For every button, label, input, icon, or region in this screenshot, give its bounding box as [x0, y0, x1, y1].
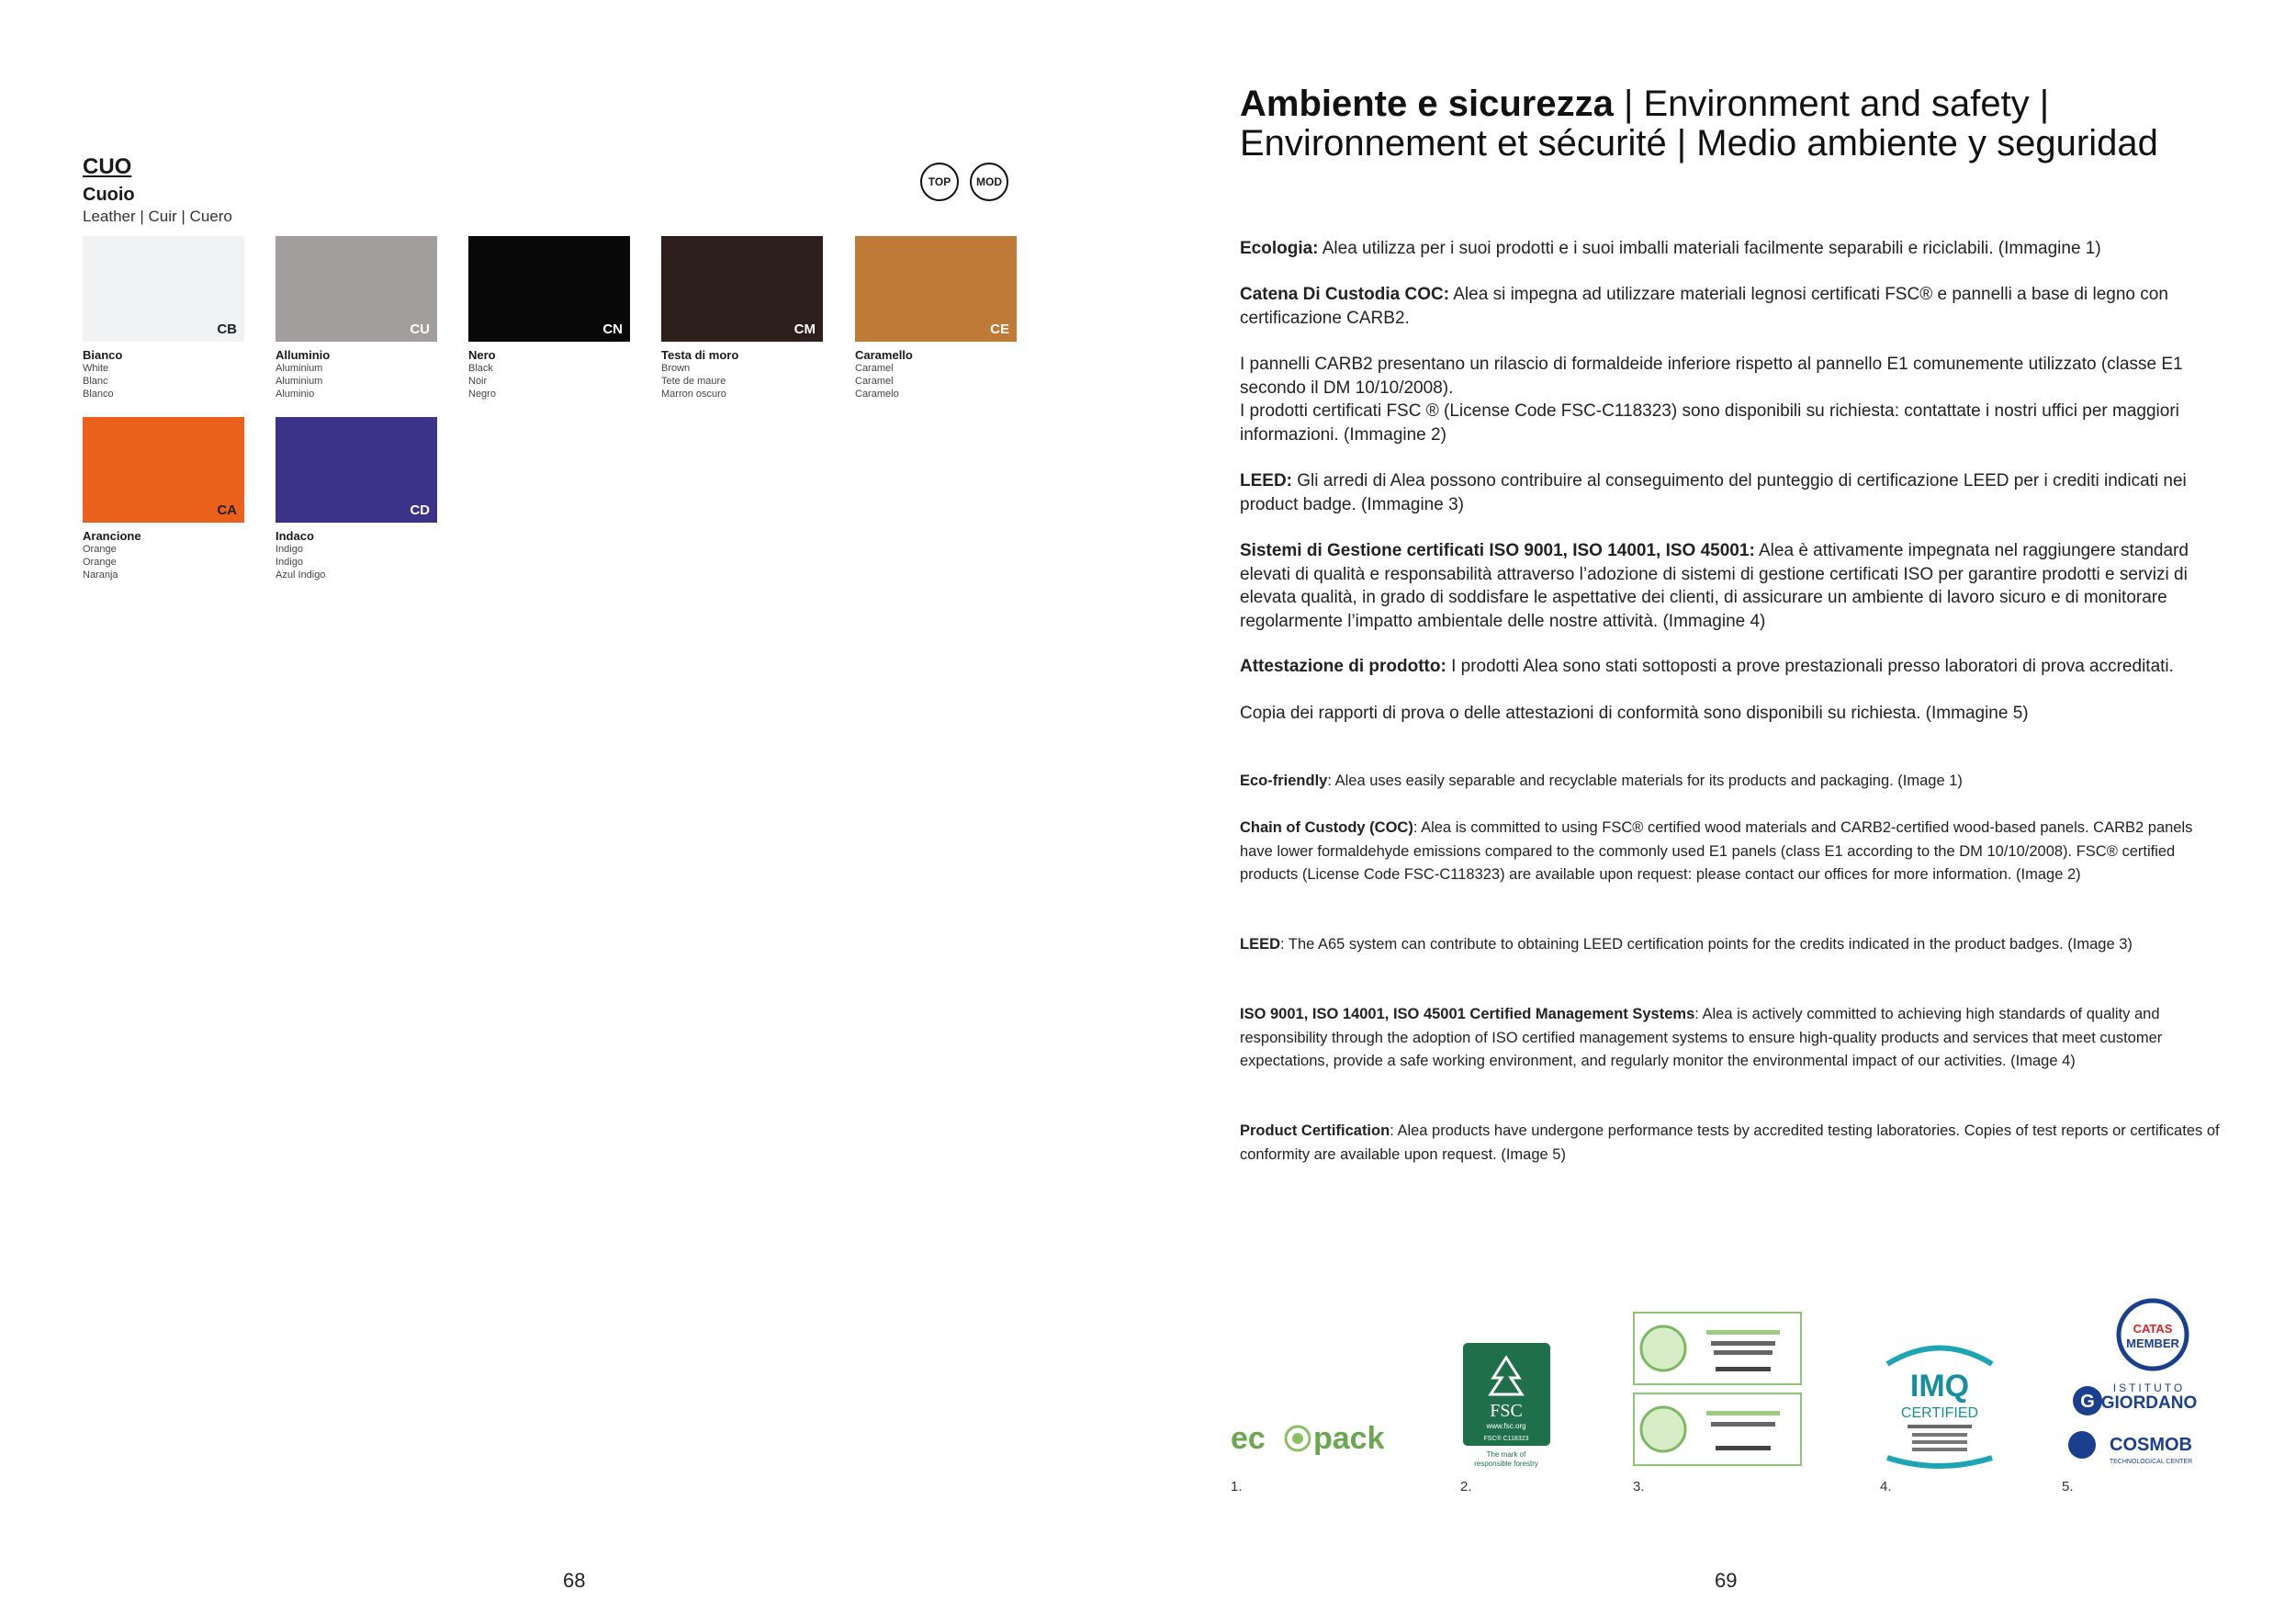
para-label: Eco-friendly: [1240, 773, 1328, 789]
catas-name: CATAS: [2133, 1322, 2173, 1336]
it-leed: [1240, 469, 2227, 516]
fsc-logo: [1460, 1343, 1557, 1472]
cert-line: [1716, 1367, 1771, 1371]
swatch-code: CB: [217, 321, 237, 337]
swatch-name: Bianco: [83, 348, 123, 362]
ecopack-logo: [1231, 1419, 1414, 1456]
logo-number-5: 5.: [2062, 1479, 2074, 1494]
product-badges: [920, 163, 1008, 201]
swatch-cn: [468, 236, 630, 400]
swatch-en: Aluminium: [276, 363, 323, 374]
para-text: Copia dei rapporti di prova o delle attestazioni di conformità sono disponibili su richiesta. (Immagine 5): [1240, 704, 2029, 723]
para-text: Alea utilizza per i suoi prodotti e i suoi imballi materiali facilmente separabili e riciclabili. (Immagine 1): [1318, 239, 2101, 258]
swatch-name: Nero: [468, 348, 496, 362]
para-label: Catena Di Custodia COC:: [1240, 285, 1450, 304]
swatch-en: Orange: [83, 544, 117, 555]
swatch-es: Blanco: [83, 389, 114, 400]
cert-line: [1711, 1422, 1775, 1427]
color-chip: [276, 417, 437, 523]
cert-line: [1711, 1341, 1775, 1346]
page-number-right: 69: [1715, 1569, 1738, 1592]
logo-number-2: 2.: [1460, 1479, 1472, 1494]
color-chip: [83, 417, 244, 523]
cosmob-sub: TECHNOLOGICAL CENTER: [2109, 1459, 2193, 1465]
para-text: Alea è attivamente impegnata nel raggiungere standard elevati di qualità e responsabilità attraverso l’adozione di sistemi di gestione certificati ISO per garantire prodotti e servizi di elevata qualità, in grado di soddisfare le aspettative dei clienti, di assicurare un ambiente di lavoro sicuro e di monitorare regolarmente l’impatto ambientale delle nostre attività. (Immagine 4): [1240, 541, 2189, 631]
badge-mod: MOD: [970, 163, 1008, 201]
leed-leaf-icon: [1641, 1407, 1685, 1451]
it-iso: [1240, 539, 2227, 633]
material-translations: Leather | Cuir | Cuero: [83, 208, 232, 225]
page-title: [1240, 85, 2213, 164]
para-text: Gli arredi di Alea possono contribuire al conseguimento del punteggio di certificazione LEED per i crediti indicati nei product badge. (Immagine 3): [1240, 471, 2187, 514]
it-fsc: [1240, 400, 2227, 446]
cosmob-icon: [2068, 1431, 2096, 1459]
title-rest: | Environment and safety | Environnement et sécurité | Medio ambiente y seguridad: [1240, 84, 2158, 164]
right-page: [1148, 0, 2296, 1624]
swatch-en: Black: [468, 363, 493, 374]
swatch-name: Alluminio: [276, 348, 331, 362]
para-label: ISO 9001, ISO 14001, ISO 45001 Certified Management Systems: [1240, 1006, 1695, 1022]
swatch-ce: [855, 236, 1017, 400]
en-iso: [1240, 1003, 2227, 1074]
cert-line: [1716, 1446, 1771, 1450]
fsc-tag1: The mark of: [1486, 1450, 1526, 1459]
cert-line: [1706, 1411, 1780, 1415]
swatch-cd: [276, 417, 437, 581]
imq-arc-icon: [1887, 1458, 1992, 1466]
catas-member: MEMBER: [2126, 1336, 2179, 1350]
swatch-code: CE: [990, 321, 1009, 337]
para-text: I pannelli CARB2 presentano un rilascio di formaldeide inferiore rispetto al pannello E1 comunemente utilizzato (classe E1 secondo il DM 10/10/2008).: [1240, 355, 2183, 398]
para-text: : Alea products have undergone performance tests by accredited testing laboratories. Copies of test reports or certificates of conformity are available upon request. (Image 5): [1240, 1122, 2220, 1163]
badge-top: TOP: [920, 163, 959, 201]
swatch-es: Negro: [468, 389, 496, 400]
leed-certificates: [1633, 1312, 1803, 1468]
fsc-tag2: responsible forestry: [1474, 1460, 1538, 1468]
swatch-fr: Blanc: [83, 376, 108, 387]
it-catena: [1240, 283, 2227, 330]
swatch-name: Caramello: [855, 348, 913, 362]
swatch-fr: Noir: [468, 376, 488, 387]
swatch-fr: Caramel: [855, 376, 894, 387]
color-chip: [468, 236, 630, 342]
imq-sub: CERTIFIED: [1900, 1405, 1979, 1421]
swatch-fr: Aluminium: [276, 376, 323, 387]
imq-name: IMQ: [1909, 1369, 1970, 1404]
para-text: : Alea is committed to using FSC® certified wood materials and CARB2-certified wood-based panels. CARB2 panels have lower formaldehyde emissions compared to the commonly used E1 panels (class E1 according to the DM 10/10/2008). FSC® certified products (License Code FSC-C118323) are available upon request: please contact our offices for more information. (Image 2): [1240, 819, 2193, 883]
para-label: Chain of Custody (COC): [1240, 819, 1413, 836]
swatch-es: Naranja: [83, 570, 118, 581]
para-label: Ecologia:: [1240, 239, 1319, 258]
cert-line: [1908, 1425, 1972, 1428]
en-product-cert: [1240, 1120, 2227, 1167]
istituto-name: ISTITUTO: [2112, 1382, 2186, 1394]
swatch-es: Marron oscuro: [661, 389, 726, 400]
color-chip: [83, 236, 244, 342]
swatch-en: Caramel: [855, 363, 894, 374]
giordano-name: GIORDANO: [2100, 1393, 2198, 1413]
imq-arc-icon: [1887, 1348, 1992, 1365]
swatch-name: Indaco: [276, 529, 314, 543]
it-ecologia: [1240, 237, 2227, 261]
cert-line: [1706, 1330, 1780, 1335]
swatch-name: Arancione: [83, 529, 141, 543]
swatch-en: Indigo: [276, 544, 303, 555]
swatch-es: Azul Indigo: [276, 570, 326, 581]
swatch-en: Brown: [661, 363, 691, 374]
page-number-left: 68: [563, 1569, 586, 1592]
para-text: : The A65 system can contribute to obtaining LEED certification points for the credits indicated in the product badges. (Image 3): [1280, 936, 2133, 953]
it-carb2: [1240, 353, 2227, 400]
cosmob-name: COSMOB: [2110, 1435, 2192, 1455]
para-label: LEED: [1240, 936, 1281, 953]
para-text: I prodotti certificati FSC ® (License Code FSC-C118323) sono disponibili su richiesta: contattate i nostri uffici per maggiori informazioni. (Immagine 2): [1240, 401, 2179, 445]
swatch-ca: [83, 417, 244, 581]
swatch-code: CU: [410, 321, 430, 337]
logo-number-3: 3.: [1633, 1479, 1645, 1494]
para-label: Sistemi di Gestione certificati ISO 9001, ISO 14001, ISO 45001:: [1240, 541, 1755, 560]
en-coc: [1240, 817, 2227, 887]
cert-line: [1714, 1350, 1773, 1355]
para-text: Alea si impegna ad utilizzare materiali legnosi certificati FSC® e pannelli a base di legno con certificazione CARB2.: [1240, 285, 2168, 328]
swatch-name: Testa di moro: [661, 348, 739, 362]
color-chip: [661, 236, 823, 342]
cert-line: [1912, 1440, 1967, 1444]
para-label: Product Certification: [1240, 1122, 1390, 1139]
swatch-en: White: [83, 363, 109, 374]
swatch-cu: [276, 236, 437, 400]
svg-text:G: G: [2080, 1392, 2095, 1412]
ecopack-leaf-core: [1292, 1433, 1303, 1444]
leed-leaf-icon: [1641, 1326, 1685, 1370]
swatch-code: CM: [793, 321, 816, 337]
para-label: Attestazione di prodotto:: [1240, 657, 1446, 676]
fsc-code: FSC® C118323: [1483, 1436, 1529, 1442]
en-leed: [1240, 933, 2227, 957]
color-chip: [276, 236, 437, 342]
swatch-code: CA: [217, 502, 237, 518]
swatch-fr: Orange: [83, 557, 117, 568]
logo-number-4: 4.: [1880, 1479, 1892, 1494]
para-text: I prodotti Alea sono stati sottoposti a prove prestazionali presso laboratori di prova accreditati.: [1446, 657, 2174, 676]
ecopack-text-b: pack: [1313, 1421, 1385, 1456]
fsc-site: www.fsc.org: [1486, 1422, 1526, 1430]
swatch-es: Caramelo: [855, 389, 899, 400]
cert-line: [1912, 1448, 1967, 1451]
swatch-code: CD: [410, 502, 430, 518]
para-text: : Alea is actively committed to achieving high standards of quality and responsibility through the adoption of ISO certified management systems to ensure high-quality products and services that meet customer expectations, provide a safe working environment, and regularly monitor the environmental impact of our activities. (Image 4): [1240, 1006, 2163, 1069]
material-name: Cuoio: [83, 185, 135, 205]
logo-number-1: 1.: [1231, 1479, 1243, 1494]
color-chip: [855, 236, 1017, 342]
swatch-cb: [83, 236, 244, 400]
swatch-fr: Indigo: [276, 557, 303, 568]
material-code: CUO: [83, 154, 132, 179]
it-attestazione: [1240, 655, 2227, 679]
imq-logo: [1880, 1336, 1999, 1470]
swatch-fr: Tete de maure: [661, 376, 726, 387]
testing-labs-logos: [2062, 1298, 2218, 1477]
para-label: LEED:: [1240, 471, 1292, 491]
title-bold: Ambiente e sicurezza: [1240, 84, 1614, 124]
para-text: : Alea uses easily separable and recyclable materials for its products and packaging. (Image 1): [1327, 773, 1963, 789]
cert-line: [1912, 1433, 1967, 1437]
it-copia: [1240, 702, 2227, 726]
fsc-name: FSC: [1490, 1401, 1523, 1421]
swatch-cm: [661, 236, 823, 400]
en-ecofriendly: [1240, 770, 2227, 794]
ecopack-text-a: ec: [1231, 1421, 1266, 1456]
swatch-code: CN: [602, 321, 623, 337]
swatch-es: Aluminio: [276, 389, 315, 400]
